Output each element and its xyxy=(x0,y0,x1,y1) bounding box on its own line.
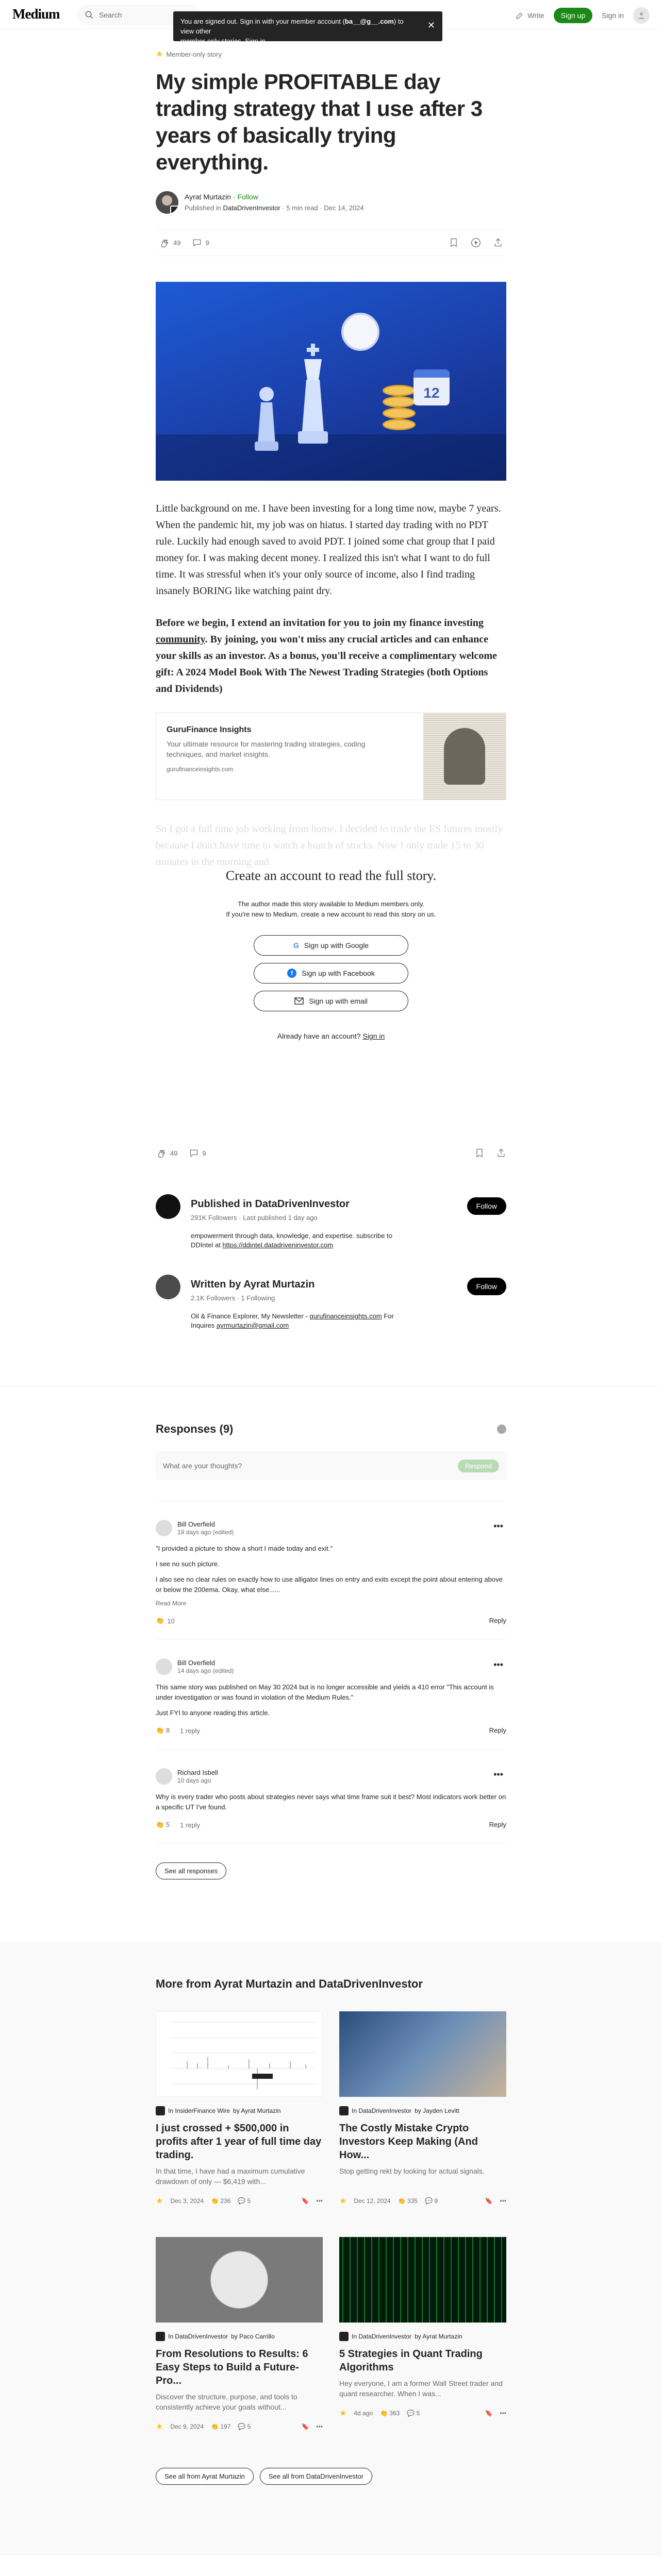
follow-author-button[interactable]: Follow xyxy=(467,1278,506,1295)
star-icon: ★ xyxy=(339,2197,347,2206)
publication-mini-icon xyxy=(156,2332,165,2341)
community-link[interactable]: community xyxy=(156,634,205,645)
clap-count: 👏 335 xyxy=(398,2197,418,2205)
clap-count: 👏 236 xyxy=(211,2197,231,2205)
story-card[interactable]: In DataDrivenInvestor by Paco Carrillo From Resolutions to Results: 6 Easy Steps to Build a Future-Pro... Discover the structure, purpose, and tools to consistently achieve your goals without... ★ Dec 9, 2024 👏 197 💬 5 🔖 ••• xyxy=(156,2237,323,2432)
avatar[interactable] xyxy=(156,1520,172,1536)
publication-title[interactable]: Published in DataDrivenInvestor xyxy=(191,1198,350,1210)
paywall-subtitle-1: The author made this story available to Medium members only. xyxy=(238,900,424,908)
facebook-icon: f xyxy=(287,969,296,978)
follow-publication-button[interactable]: Follow xyxy=(467,1197,506,1215)
story-title[interactable]: 5 Strategies in Quant Trading Algorithms xyxy=(339,2348,483,2373)
bookmark-icon[interactable]: 🔖 xyxy=(301,2423,309,2430)
clap-icon xyxy=(156,1147,167,1159)
signup-paywall xyxy=(156,868,506,1040)
chess-piece-icon xyxy=(254,385,279,452)
comment-count: 💬 5 xyxy=(407,2410,420,2417)
story-thumbnail xyxy=(156,2011,323,2097)
more-icon[interactable]: ••• xyxy=(500,2197,506,2205)
recommended-section xyxy=(0,2555,662,2576)
comment-count: 💬 5 xyxy=(238,2197,251,2205)
article-action-bar xyxy=(156,229,506,256)
see-all-publication-button[interactable]: See all from DataDrivenInvestor xyxy=(260,2468,372,2485)
story-subtitle: Hey everyone, I am a former Wall Street trader and quant researcher. When I was... xyxy=(339,2379,503,2398)
share-icon[interactable] xyxy=(493,238,503,248)
publication-mini-icon xyxy=(156,2106,165,2115)
comment-button[interactable]: 9 xyxy=(192,238,209,248)
see-all-responses-button[interactable]: See all responses xyxy=(156,1862,226,1879)
response-text: This same story was published on May 30 2024 but is no longer accessible and yields a 410 error "This account is under investigation or was found in violation of the Medium Rules." xyxy=(156,1683,494,1701)
chart-thumbnail-icon xyxy=(156,2012,322,2096)
response-date: 14 days ago (edited) xyxy=(177,1667,234,1674)
author-avatar[interactable] xyxy=(156,191,178,214)
story-thumbnail xyxy=(339,2011,506,2097)
toast-signin-link[interactable]: Sign in xyxy=(244,37,266,45)
response-input[interactable]: What are your thoughts? Respond xyxy=(156,1451,506,1480)
response-text: I see no such picture. xyxy=(156,1560,220,1568)
article-body xyxy=(156,500,506,697)
story-subtitle: Stop getting rekt by looking for actual signals. xyxy=(339,2167,485,2175)
story-card[interactable]: In DataDrivenInvestor by Jayden Levitt The Costly Mistake Crypto Investors Keep Making (And How... Stop getting rekt by looking for actual signals. ★ Dec 12, 2024 👏 335 💬 9 🔖 ••• xyxy=(339,2011,506,2206)
toast-line-1: You are signed out. Sign in with your member account (ba__@g__.com) to view other xyxy=(180,18,404,35)
paragraph-2: Before we begin, I extend an invitation for you to join my finance investing community. By joining, you won't miss any crucial articles and can enhance your skills as an investor. As a bonus, you'll receive a complimentary welcome gift: A 2024 Model Book With The Newest Trading Strategies (both Options and Dividends) xyxy=(156,617,497,694)
nav-actions xyxy=(515,7,650,24)
shield-icon[interactable] xyxy=(497,1425,506,1434)
reply-button[interactable]: Reply xyxy=(489,1726,506,1734)
response-clap[interactable]: 👏 5 xyxy=(156,1821,170,1828)
publication-badge-icon xyxy=(170,206,178,214)
more-icon[interactable]: ••• xyxy=(500,2410,506,2417)
response-item xyxy=(156,1640,506,1750)
calendar-icon: 12 xyxy=(413,369,450,405)
star-icon: ★ xyxy=(156,2197,163,2206)
response-item xyxy=(156,1501,506,1640)
response-clap[interactable]: 👏 10 xyxy=(156,1617,175,1625)
more-icon[interactable]: ••• xyxy=(493,1769,503,1780)
already-account: Already have an account? Sign in xyxy=(277,1032,385,1040)
responder-name[interactable]: Bill Overfield xyxy=(177,1659,215,1667)
link-card-url: gurufinanceinsights.com xyxy=(167,766,234,773)
comment-count: 💬 9 xyxy=(425,2197,438,2205)
signed-out-toast xyxy=(173,11,442,45)
comment-button-bottom[interactable]: 9 xyxy=(189,1148,206,1158)
response-clap[interactable]: 👏 8 xyxy=(156,1726,170,1734)
story-thumbnail xyxy=(156,2237,323,2323)
bottom-action-bar xyxy=(156,1143,506,1163)
star-icon: ★ xyxy=(156,50,163,59)
bookmark-icon[interactable] xyxy=(474,1148,485,1158)
story-title[interactable]: The Costly Mistake Crypto Investors Keep Making (And How... xyxy=(339,2123,478,2161)
more-from-section xyxy=(0,1942,662,2555)
author-title[interactable]: Written by Ayrat Murtazin xyxy=(191,1279,315,1290)
play-icon[interactable] xyxy=(470,237,482,248)
article-title: My simple PROFITABLE day trading strategy that I use after 3 years of basically trying everything. xyxy=(156,70,483,174)
story-title[interactable]: From Resolutions to Results: 6 Easy Steps to Build a Future-Pro... xyxy=(156,2348,308,2386)
comment-count: 💬 5 xyxy=(238,2423,251,2430)
person-icon xyxy=(637,11,646,20)
byline: Ayrat Murtazin · Follow Published in DataDrivenInvestor · 5 min read · Dec 14, 2024 xyxy=(156,191,506,214)
star-icon: ★ xyxy=(156,2422,163,2431)
comment-icon xyxy=(192,238,202,248)
coin-stack-icon xyxy=(383,385,416,396)
paywall-title: Create an account to read the full story. xyxy=(225,868,437,883)
see-all-author-button[interactable]: See all from Ayrat Murtazin xyxy=(156,2468,254,2485)
toast-account: ba__@g__.com xyxy=(344,18,394,25)
bookmark-icon[interactable]: 🔖 xyxy=(301,2197,309,2205)
publication-link[interactable]: DataDrivenInvestor xyxy=(223,204,280,212)
author-description: Oil & Finance Explorer, My Newsletter - gurufinanceinsights.com For Inquires ayrmurtazin@gmail.com xyxy=(191,1312,394,1329)
bookmark-icon[interactable] xyxy=(449,238,459,248)
publication-block xyxy=(156,1194,506,1256)
view-replies[interactable]: 1 reply xyxy=(180,1821,201,1829)
read-time: 5 min read xyxy=(286,204,318,212)
reply-button[interactable]: Reply xyxy=(489,1617,506,1624)
responder-name[interactable]: Bill Overfield xyxy=(177,1520,215,1528)
clap-icon xyxy=(159,237,170,248)
clap-count: 👏 197 xyxy=(211,2423,231,2430)
google-icon: G xyxy=(293,941,299,950)
author-name[interactable]: Ayrat Murtazin xyxy=(185,193,231,201)
signup-button[interactable]: Sign up xyxy=(554,8,592,23)
publish-date: Dec 14, 2024 xyxy=(324,204,364,212)
share-icon[interactable] xyxy=(496,1148,506,1158)
read-more-link[interactable]: Read More xyxy=(156,1600,187,1607)
story-card[interactable]: In InsiderFinance Wire by Ayrat Murtazin I just crossed + $500,000 in profits after 1 year of full time day trading. In that time, I have had a maximum cumulative drawdown of only — $6,419 with... ★ Dec 3, 2024 👏 236 💬 5 🔖 ••• xyxy=(156,2011,323,2206)
link-card-title: GuruFinance Insights xyxy=(167,725,252,734)
comment-icon xyxy=(189,1148,199,1158)
mail-icon xyxy=(294,997,304,1005)
responder-name[interactable]: Richard Isbell xyxy=(177,1769,218,1776)
bookmark-icon[interactable]: 🔖 xyxy=(485,2410,493,2417)
publication-mini-icon xyxy=(339,2106,349,2115)
search-placeholder: Search xyxy=(99,11,122,19)
newsletter-link[interactable]: gurufinanceinsights.com xyxy=(309,1312,382,1320)
link-card-description: Your ultimate resource for mastering trading strategies, coding techniques, and market insights. xyxy=(167,740,366,758)
star-icon: ★ xyxy=(339,2409,347,2418)
write-label: Write xyxy=(527,11,544,20)
more-icon[interactable]: ••• xyxy=(493,1521,503,1531)
avatar[interactable] xyxy=(156,1768,172,1785)
paywall-subtitle-2: If you're new to Medium, create a new account to read this story on us. xyxy=(226,910,436,918)
clap-button-bottom[interactable]: 49 xyxy=(156,1147,177,1159)
google-signup-button[interactable]: G Sign up with Google xyxy=(254,935,408,956)
story-card[interactable]: In DataDrivenInvestor by Ayrat Murtazin 5 Strategies in Quant Trading Algorithms Hey everyone, I am a former Wall Street trader and quant researcher. When I was... ★ 4d ago 👏 363 💬 5 🔖 ••• xyxy=(339,2237,506,2432)
facebook-signup-button[interactable]: f Sign up with Facebook xyxy=(254,963,408,984)
responses-list xyxy=(156,1501,506,1844)
responses-title: Responses (9) xyxy=(156,1422,234,1435)
more-icon[interactable]: ••• xyxy=(316,2197,323,2205)
clap-count: 👏 363 xyxy=(380,2410,400,2417)
bookmark-icon[interactable]: 🔖 xyxy=(485,2197,493,2205)
paywall-signin-link[interactable]: Sign in xyxy=(362,1032,385,1040)
more-from-title: More from Ayrat Murtazin and DataDrivenInvestor xyxy=(156,1977,423,1990)
story-title[interactable]: I just crossed + $500,000 in profits after 1 year of full time day trading. xyxy=(156,2123,322,2161)
email-signup-button[interactable]: Sign up with email xyxy=(254,991,408,1011)
view-replies[interactable]: 1 reply xyxy=(180,1726,201,1735)
reply-button[interactable]: Reply xyxy=(489,1821,506,1828)
signin-link[interactable]: Sign in xyxy=(602,11,624,20)
toast-line-2: member-only stories. Sign in xyxy=(180,37,266,45)
more-icon[interactable]: ••• xyxy=(493,1659,503,1670)
response-text: "I provided a picture to show a short I made today and exit." xyxy=(156,1545,333,1552)
paragraph-1: Little background on me. I have been investing for a long time now, maybe 7 years. When the pandemic hit, my job was on hiatus. I started day trading with no PDT rule. Luckily had enough saved to avoid PDT. I joined some chat group that I paid money for. I was making decent money. I realized this isn't what I want to do full time. It was stressful when it's your only source of income, also I find trading insanely BORING like watching paint dry. xyxy=(156,503,501,597)
author-meta: 2.1K Followers · 1 Following xyxy=(191,1294,275,1302)
author-avatar-large[interactable] xyxy=(156,1275,180,1299)
response-item xyxy=(156,1750,506,1844)
response-text: Why is every trader who posts about strategies never says what time frame suit it best? Most indicators work better on a specific UT I've found. xyxy=(156,1793,506,1811)
link-card-image xyxy=(423,713,506,800)
follow-link[interactable]: Follow xyxy=(237,193,258,201)
link-preview-card[interactable] xyxy=(156,713,506,800)
response-date: 10 days ago xyxy=(177,1777,211,1784)
more-icon[interactable]: ••• xyxy=(316,2423,323,2430)
respond-button[interactable]: Respond xyxy=(458,1460,499,1472)
publication-meta: 291K Followers · Last published 1 day ago xyxy=(191,1214,318,1222)
chess-king-icon xyxy=(295,344,331,447)
avatar[interactable] xyxy=(156,1658,172,1675)
clap-button[interactable]: 49 xyxy=(159,237,180,248)
medium-logo[interactable]: Medium xyxy=(12,6,60,22)
ddintel-link[interactable]: https://ddintel.datadriveninvestor.com xyxy=(222,1241,334,1249)
member-only-badge: ★ Member-only story xyxy=(156,50,222,59)
story-thumbnail xyxy=(339,2237,506,2323)
pencil-icon xyxy=(515,11,524,20)
response-text: Just FYI to anyone reading this article. xyxy=(156,1709,270,1717)
story-subtitle: Discover the structure, purpose, and tools to consistently achieve your goals without... xyxy=(156,2393,297,2411)
hero-image xyxy=(156,282,506,481)
clock-icon xyxy=(341,313,379,351)
search-icon xyxy=(85,10,94,20)
article xyxy=(156,49,506,870)
author-block xyxy=(156,1275,506,1336)
publication-mini-icon xyxy=(339,2332,349,2341)
publication-description: empowerment through data, knowledge, and expertise. subscribe to DDIntel at https://ddintel.datadriveninvestor.com xyxy=(191,1232,392,1249)
responses-section xyxy=(0,1386,662,1942)
user-avatar[interactable] xyxy=(633,7,650,24)
response-date: 19 days ago (edited) xyxy=(177,1529,234,1536)
close-icon[interactable]: ✕ xyxy=(427,20,435,30)
story-subtitle: In that time, I have had a maximum cumulative drawdown of only — $6,419 with... xyxy=(156,2167,305,2185)
write-button[interactable] xyxy=(515,11,544,20)
response-text: I also see no clear rules on exactly how to use alligator lines on entry and exits except the point about entering above or below the 200ema. Okay, what else...... xyxy=(156,1575,503,1594)
publication-logo[interactable] xyxy=(156,1194,180,1219)
email-link[interactable]: ayrmurtazin@gmail.com xyxy=(216,1321,289,1329)
faded-paragraph: So I got a full time job working from home. I decided to trade the ES futures mostly because I don't have time to watch a bunch of stocks. Now I only trade 15 to 30 minutes in the morning and xyxy=(156,823,503,868)
